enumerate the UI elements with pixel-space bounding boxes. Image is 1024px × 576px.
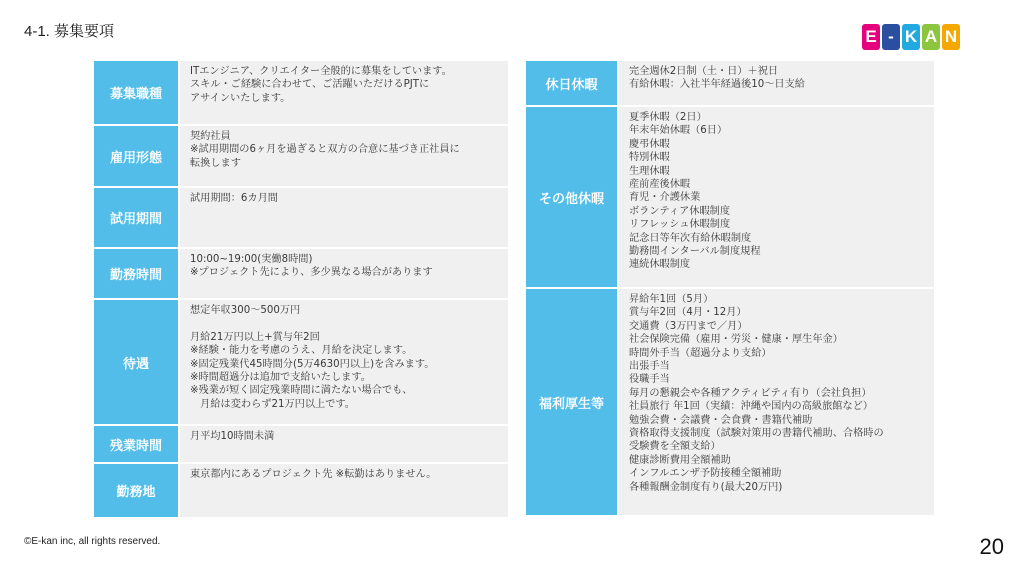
ekan-logo [862,24,960,50]
copyright-footer: ©E-kan inc, all rights reserved. [24,536,161,547]
table-row-work-location [94,464,508,517]
recruitment-table-left [94,61,508,517]
label-benefits: 福利厚生等 [526,289,617,515]
table-row-working-hours [94,249,508,298]
page-title: 4-1. 募集要項 [24,23,115,40]
table-row-job-type [94,61,508,124]
value-holidays: 完全週休2日制（土・日）＋祝日 有給休暇：入社半年経過後10～日支給 [619,61,934,105]
table-row-employment-type [94,126,508,186]
label-trial-period: 試用期間 [94,188,178,247]
table-row-benefits [526,289,934,515]
logo-letter-e: E [862,24,880,50]
logo-letter-a: A [922,24,940,50]
logo-letter-n: N [942,24,960,50]
value-employment-type: 契約社員 ※試用期間の6ヶ月を過ぎると双方の合意に基づき正社員に 転換します [180,126,508,186]
table-row-compensation [94,300,508,424]
table-row-holidays [526,61,934,105]
page-number: 20 [979,534,1004,559]
value-work-location: 東京都内にあるプロジェクト先 ※転勤はありません。 [180,464,508,517]
value-benefits: 昇給年1回（5月） 賞与年2回（4月・12月） 交通費（3万円まで／月） 社会保険完備（雇用・労災・健康・厚生年金） 時間外手当（超過分より支給） 出張手当 役職手当 毎月の懇親会や各種アクティビティ有り（会社負担） 社員旅行 年1回（実績：沖縄や国内の高級旅館など） 勉強会費・会議費・会食費・書籍代補助 資格取得支援制度（試験対策用の書籍代補助、合格時の 受験費を全額支給） 健康診断費用全額補助 インフルエンザ予防接種全額補助 各種報酬金制度有り(最大20万円) [619,289,934,515]
table-row-overtime [94,426,508,462]
label-overtime: 残業時間 [94,426,178,462]
logo-letter-k: K [902,24,920,50]
value-trial-period: 試用期間：6カ月間 [180,188,508,247]
label-working-hours: 勤務時間 [94,249,178,298]
value-overtime: 月平均10時間未満 [180,426,508,462]
value-other-leave: 夏季休暇（2日） 年末年始休暇（6日） 慶弔休暇 特別休暇 生理休暇 産前産後休暇 育児・介護休業 ボランティア休暇制度 リフレッシュ休暇制度 記念日等年次有給休暇制度 勤務間インターバル制度規程 連続休暇制度 [619,107,934,287]
label-holidays: 休日休暇 [526,61,617,105]
label-compensation: 待遇 [94,300,178,424]
logo-letter-dash: - [882,24,900,50]
label-employment-type: 雇用形態 [94,126,178,186]
value-job-type: ITエンジニア、クリエイター全般的に募集をしています。 スキル・ご経験に合わせて、ご活躍いただけるPJTに アサインいたします。 [180,61,508,124]
label-job-type: 募集職種 [94,61,178,124]
label-work-location: 勤務地 [94,464,178,517]
table-row-trial-period [94,188,508,247]
recruitment-table-right [526,61,934,515]
value-compensation: 想定年収300～500万円 月給21万円以上+賞与年2回 ※経験・能力を考慮のうえ、月給を決定します。 ※固定残業代45時間分(5万4630円以上)を含みます。 ※時間超過分は追加で支給いたします。 ※残業が短く固定残業時間に満たない場合でも、 月給は変わらず21万円以上です。 [180,300,508,424]
table-row-other-leave [526,107,934,287]
value-working-hours: 10:00~19:00(実働8時間) ※プロジェクト先により、多少異なる場合があります [180,249,508,298]
label-other-leave: その他休暇 [526,107,617,287]
